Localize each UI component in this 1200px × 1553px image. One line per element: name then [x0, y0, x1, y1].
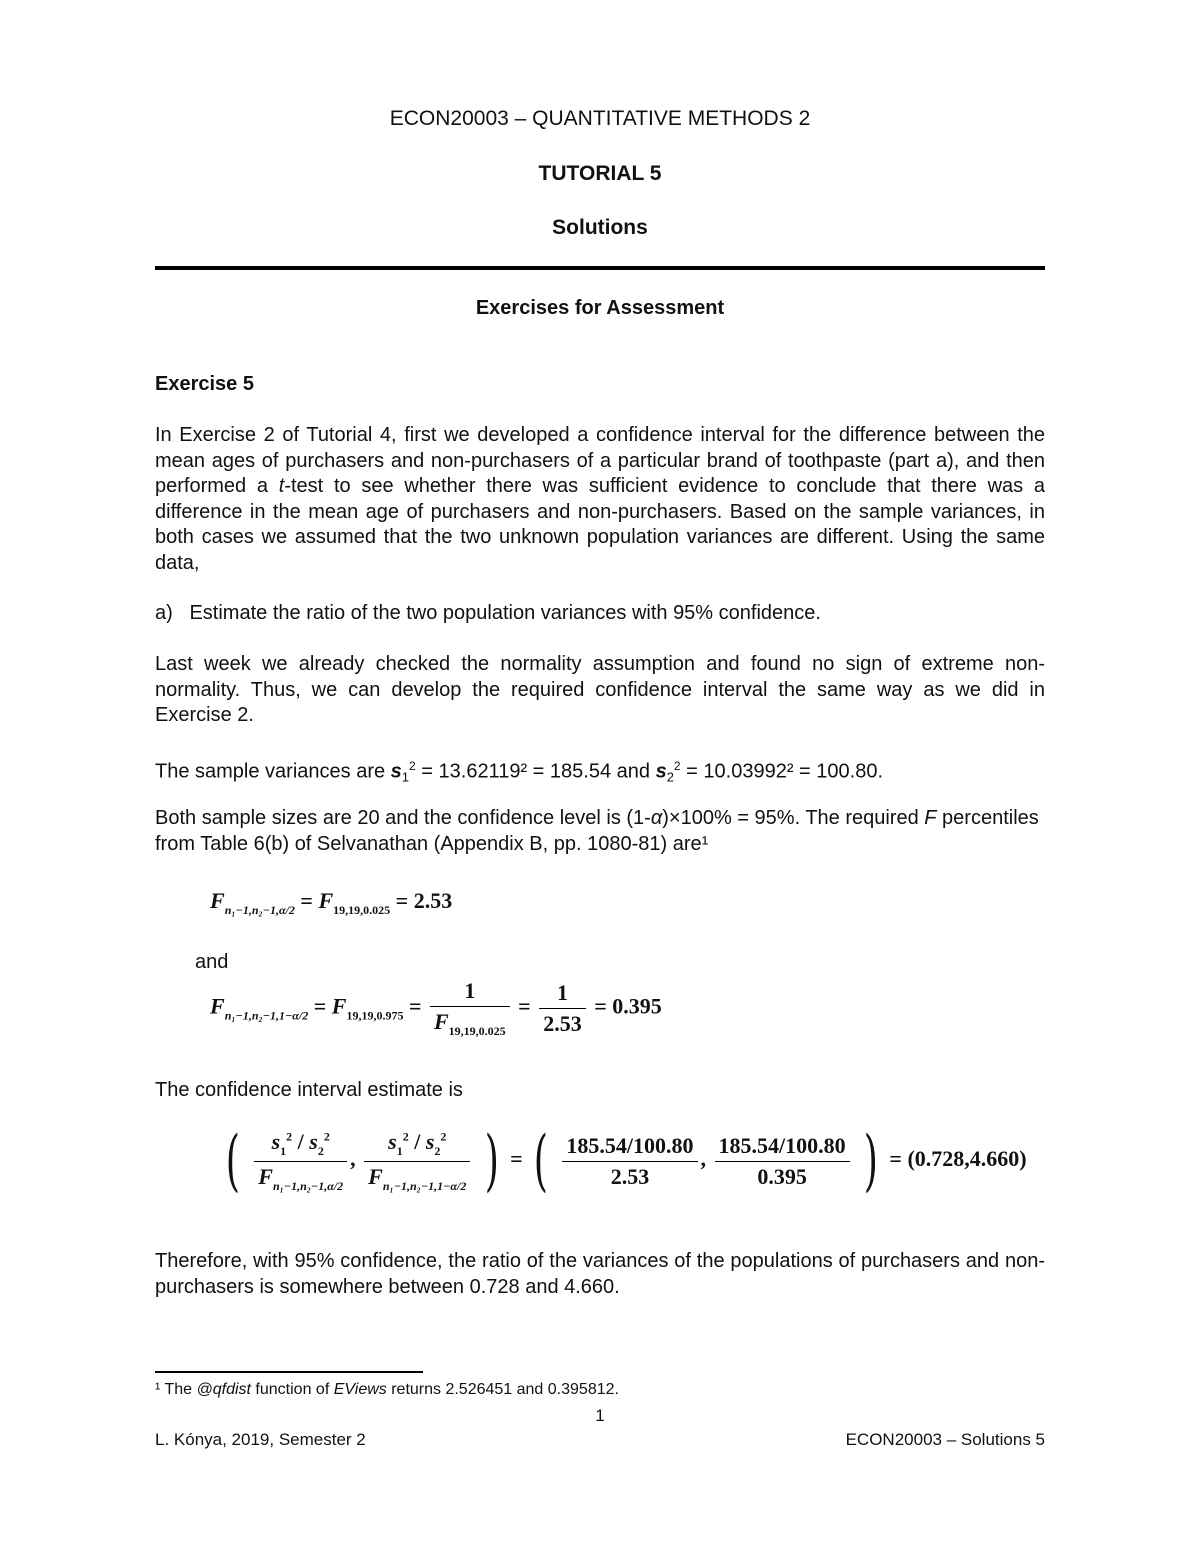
exercise-intro: In Exercise 2 of Tutorial 4, first we developed a confidence interval for the difference between the mean ages of purchasers and non-purchasers of a particular brand of toothpaste (part a), and then performed a t-test to see whether there was sufficient evidence to conclude that there was a difference in the mean age of purchasers and non-purchasers. Based on the sample variances, in both cases we assumed that the two unknown population variances are different. Using the same data,: [155, 424, 1046, 574]
part-a-text: Estimate the ratio of the two population variances with 95% confidence.: [189, 602, 821, 624]
t-letter: t: [278, 475, 285, 497]
reciprocal-fraction: $\frac{1}{F_{19,19,0.025}}$: [430, 978, 510, 1039]
page-number: 1: [595, 1406, 605, 1425]
and-connector: and: [195, 951, 229, 973]
exercise-title: Exercise 5: [155, 373, 254, 395]
footer-author: L. Kónya, 2019, Semester 2: [155, 1430, 366, 1449]
tutorial-title: TUTORIAL 5: [538, 162, 662, 185]
sample-sizes: Both sample sizes are 20 and the confidence level is (1-α)×100% = 95%. The required F percentiles from Table 6(b) of Selvanathan (Appendix B, pp. 1080-81) are¹: [155, 807, 1039, 855]
f-upper-formula: $F_{n_1-1,n_2-1,\alpha/2} = F_{19,19,0.025} = 2.53$: [210, 888, 453, 917]
part-a-label: a): [155, 602, 173, 624]
ci-intro: The confidence interval estimate is: [155, 1079, 463, 1101]
footer-doc-id: ECON20003 – Solutions 5: [845, 1430, 1045, 1449]
document-subtitle: Solutions: [552, 216, 648, 239]
footnote: ¹ The @qfdist function of EViews returns 2.526451 and 0.395812.: [155, 1381, 619, 1398]
ci-formula: ( $\frac{s_1^2 / s_2^2}{F_{n_1-1,n_2-1,\alpha/2}}$ , $\frac{s_1^2 / s_2^2}{F_{n_1-1,n_2-1,1-\alpha/2}}$ ) = ( $\frac{185.54/100.80}{2.53}$ , $\frac{185.54/100.80}{0.395}$ ) = (0.728,4.660): [225, 1122, 1027, 1199]
footnote-divider: [155, 1371, 423, 1373]
numeric-reciprocal: $\frac{1}{2.53}$: [539, 980, 586, 1037]
section-title: Exercises for Assessment: [475, 297, 725, 319]
f-lower-formula: $F_{n_1-1,n_2-1,1-\alpha/2} = F_{19,19,0.975}$ = $\frac{1}{F_{19,19,0.025}}$ = $\frac{1}{2.53}$ = 0.395: [210, 978, 662, 1038]
course-title: ECON20003 – QUANTITATIVE METHODS 2: [389, 107, 811, 130]
normality-paragraph: Last week we already checked the normality assumption and found no sign of extreme non-normality. Thus, we can develop the required confidence interval the same way as we did in Exercise 2.: [155, 653, 1045, 726]
sample-variances: The sample variances are $s_1^2 = 13.62119^2 = 185.54$ and $s_2^2 = 10.03992^2 = 100.80$.: [155, 759, 884, 785]
header-divider: [155, 266, 1045, 270]
part-a: [155, 601, 1045, 627]
ci-result: (0.728,4.660): [907, 1146, 1027, 1172]
conclusion: Therefore, with 95% confidence, the ratio of the variances of the populations of purchasers and non-purchasers is somewhere between 0.728 and 4.660.: [155, 1250, 1045, 1298]
